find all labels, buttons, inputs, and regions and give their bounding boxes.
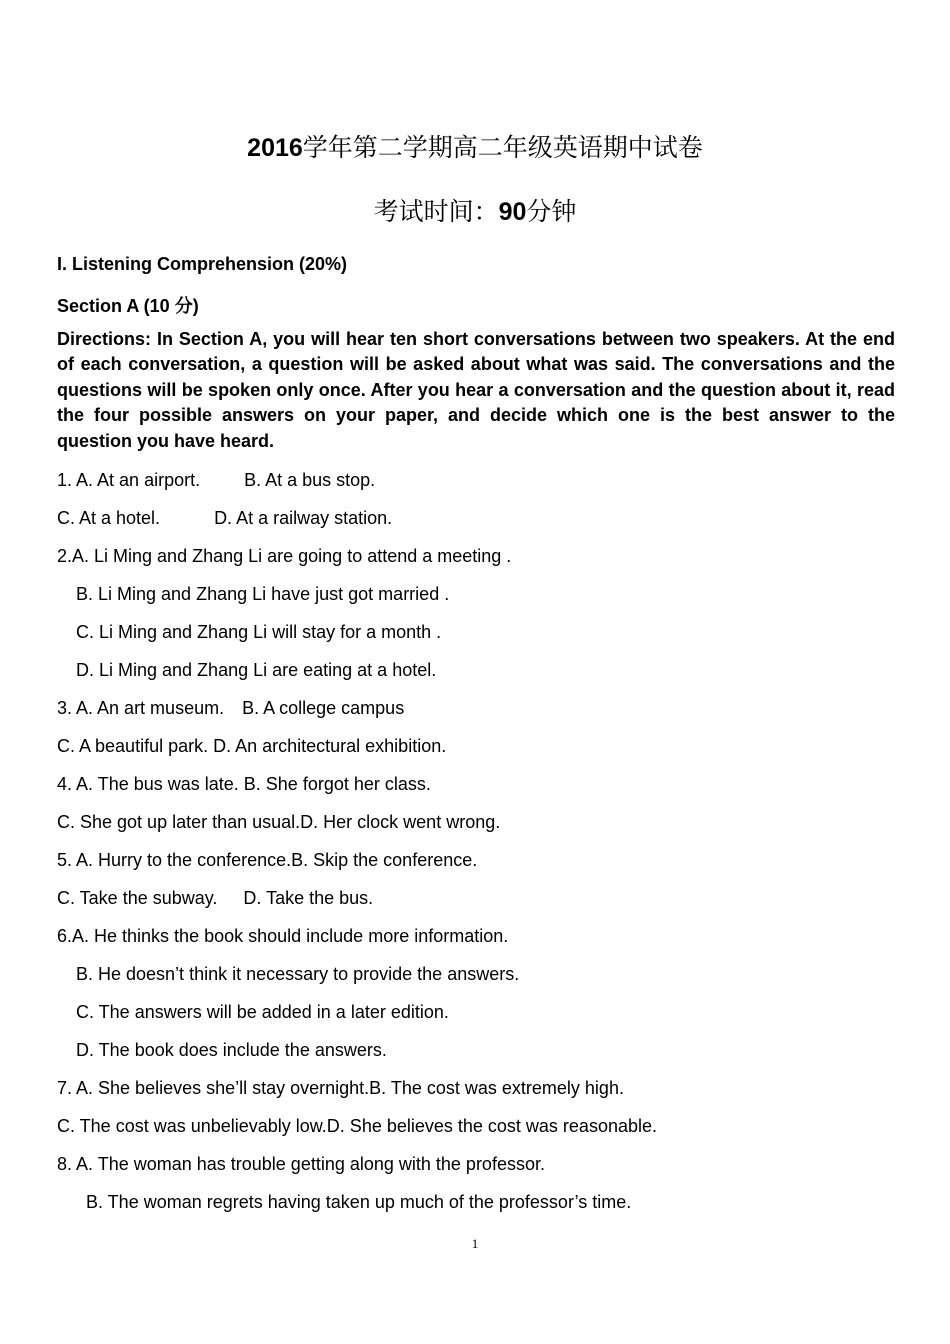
page-number: 1 — [471, 1236, 479, 1251]
q1-option-a: 1. A. At an airport. — [57, 470, 201, 490]
q5-option-d: D. Take the bus. — [243, 888, 374, 908]
q6-option-a: 6.A. He thinks the book should include more information. — [57, 926, 509, 946]
section-sub-heading: Section A (10 分) — [57, 296, 199, 316]
q1-option-b: B. At a bus stop. — [244, 470, 376, 490]
q8-option-b: B. The woman regrets having taken up much of the professor’s time. — [86, 1192, 632, 1212]
q2-option-c: C. Li Ming and Zhang Li will stay for a month . — [76, 622, 442, 642]
q5-option-c: C. Take the subway. — [57, 888, 218, 908]
title-text: 学年第二学期高二年级英语期中试卷 — [302, 133, 703, 162]
time-label: 考试时间： — [373, 197, 499, 226]
question-1-row-1 — [57, 470, 375, 491]
question-3-row-1 — [57, 698, 404, 719]
exam-time — [0, 192, 950, 228]
question-1-row-2 — [57, 508, 392, 529]
q1-option-c: C. At a hotel. — [57, 508, 161, 528]
q2-option-d: D. Li Ming and Zhang Li are eating at a hotel. — [76, 660, 437, 680]
q6-option-b: B. He doesn’t think it necessary to provide the answers. — [76, 964, 520, 984]
q4-options-cd: C. She got up later than usual.D. Her clock went wrong. — [57, 812, 501, 832]
q2-option-b: B. Li Ming and Zhang Li have just got married . — [76, 584, 450, 604]
q3-option-b: B. A college campus — [242, 698, 405, 718]
directions-text: Directions: In Section A, you will hear ten short conversations between two speakers. At the end of each conversation, a question will be asked about what was said. The conversations and the questions will be spoken only once. After you hear a conversation and the question about it, read the four possible answers on your paper, and decide which one is the best answer to the question you have heard. — [57, 329, 895, 451]
question-5-row-2 — [57, 888, 373, 909]
q4-options-ab: 4. A. The bus was late. B. She forgot her class. — [57, 774, 431, 794]
q1-option-d: D. At a railway station. — [214, 508, 393, 528]
q3-option-a: 3. A. An art museum. — [57, 698, 225, 718]
q8-option-a: 8. A. The woman has trouble getting along with the professor. — [57, 1154, 545, 1174]
time-value: 90 — [498, 198, 527, 226]
q7-options-cd: C. The cost was unbelievably low.D. She believes the cost was reasonable. — [57, 1116, 657, 1136]
q6-option-d: D. The book does include the answers. — [76, 1040, 387, 1060]
exam-title — [0, 128, 950, 164]
q6-option-c: C. The answers will be added in a later edition. — [76, 1002, 449, 1022]
q2-option-a: 2.A. Li Ming and Zhang Li are going to attend a meeting . — [57, 546, 512, 566]
title-year: 2016 — [247, 134, 303, 162]
section-heading: I. Listening Comprehension (20%) — [57, 254, 348, 274]
q7-options-ab: 7. A. She believes she’ll stay overnight.B. The cost was extremely high. — [57, 1078, 624, 1098]
time-unit: 分钟 — [526, 197, 577, 226]
q3-options-cd: C. A beautiful park. D. An architectural exhibition. — [57, 736, 447, 756]
q5-options-ab: 5. A. Hurry to the conference.B. Skip the conference. — [57, 850, 478, 870]
